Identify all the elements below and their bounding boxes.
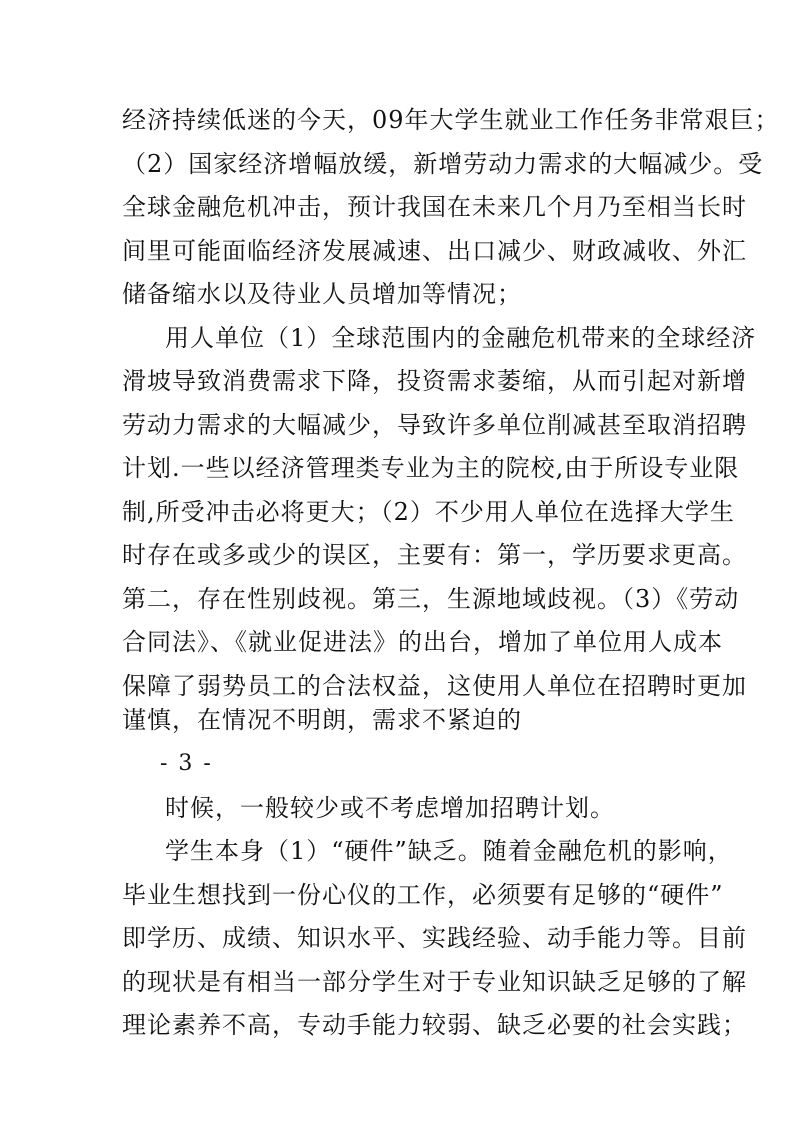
text-line: 经济持续低迷的今天，09年大学生就业工作任务非常艰巨； [122,106,780,134]
text-line: 滑坡导致消费需求下降，投资需求萎缩，从而引起对新增 [122,367,747,395]
text-line: （2）国家经济增幅放缓，新增劳动力需求的大幅减少。受 [122,150,764,178]
text-line: 间里可能面临经济发展减速、出口减少、财政减收、外汇 [122,237,747,265]
text-line: 时候，一般较少或不考虑增加招聘计划。 [165,794,615,822]
text-line: 毕业生想找到一份心仪的工作，必须要有足够的“硬件” [122,881,724,909]
text-line: 的现状是有相当一部分学生对于专业知识缺乏足够的了解 [122,968,747,996]
text-line: 第二，存在性别歧视。第三，生源地域歧视。（3）《劳动 [122,585,740,613]
text-line: 劳动力需求的大幅减少，导致许多单位削减甚至取消招聘 [122,411,747,439]
text-line: 制,所受冲击必将更大；（2）不少用人单位在选择大学生 [122,498,735,526]
text-line: 储备缩水以及待业人员增加等情况； [122,280,522,308]
text-line: 全球金融危机冲击，预计我国在未来几个月乃至相当长时 [122,193,747,221]
text-line: 保障了弱势员工的合法权益，这使用人单位在招聘时更加 [122,672,747,700]
text-line: 谨慎，在情况不明朗，需求不紧迫的 [122,706,522,734]
text-line: 合同法》、《就业促进法》的出台，增加了单位用人成本 [122,628,723,656]
page-number: - 3 - [160,751,213,776]
text-line: 即学历、成绩、知识水平、实践经验、动手能力等。目前 [122,924,747,952]
text-line: 时存在或多或少的误区，主要有：第一，学历要求更高。 [122,541,747,569]
text-line: 计划.一些以经济管理类专业为主的院校,由于所设专业限 [122,454,740,482]
text-line: 理论素养不高，专动手能力较弱、缺乏必要的社会实践； [122,1011,747,1039]
paragraph-start-line: 学生本身（1）“硬件”缺乏。随着金融危机的影响， [165,837,733,865]
paragraph-start-line: 用人单位（1）全球范围内的金融危机带来的全球经济 [165,324,757,352]
